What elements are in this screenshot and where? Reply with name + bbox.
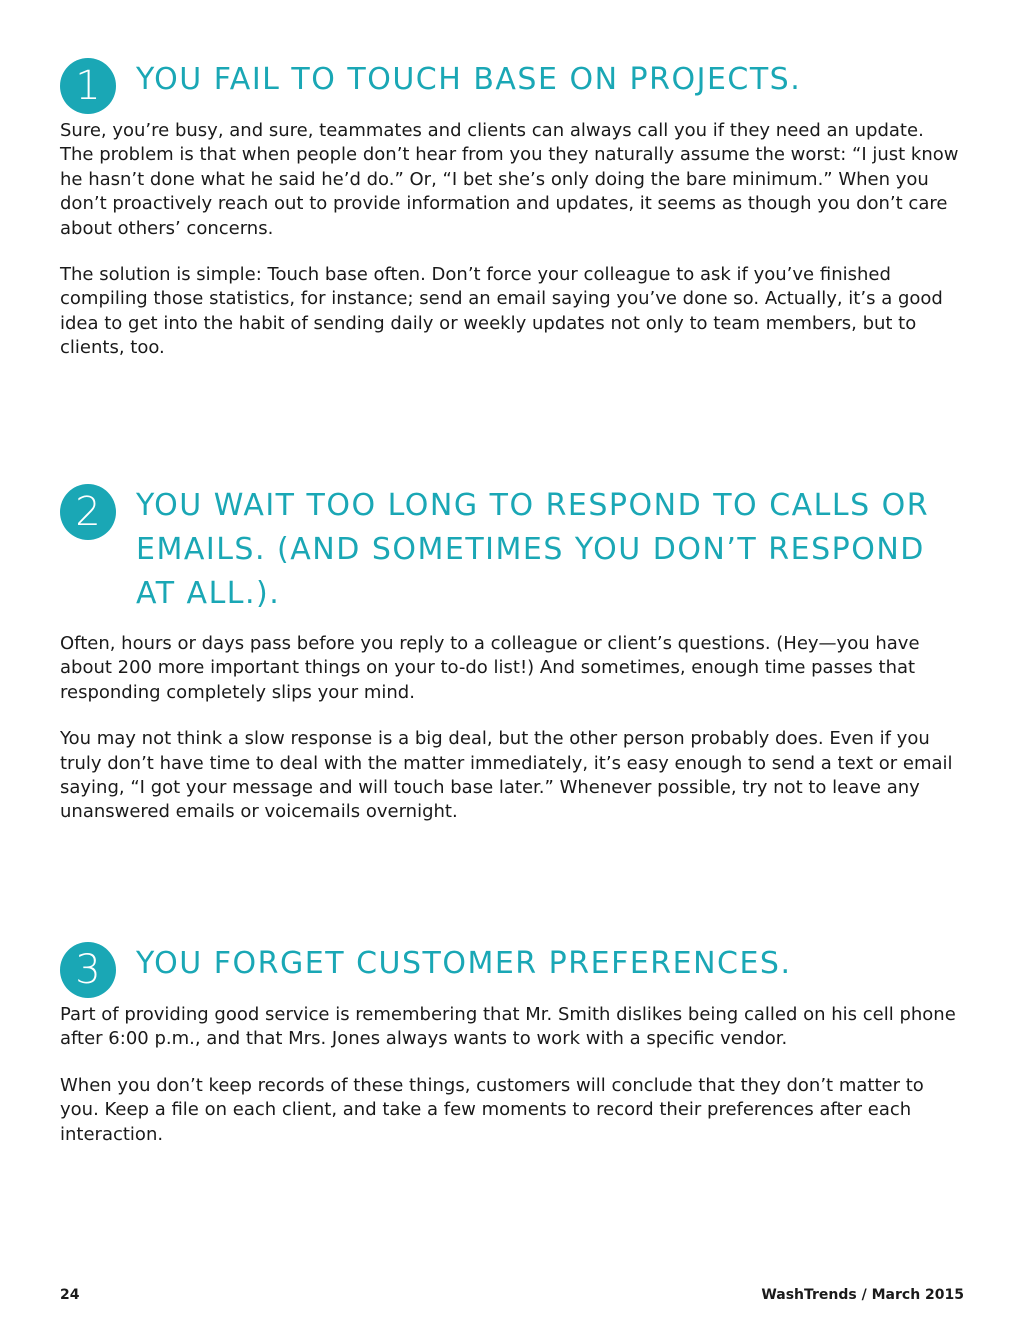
section-1-number-badge: 1 xyxy=(60,58,116,114)
section-3 xyxy=(60,938,960,1147)
section-1-heading: YOU FAIL TO TOUCH BASE ON PROJECTS. xyxy=(136,62,802,97)
section-2 xyxy=(60,480,960,825)
section-3-number-badge: 3 xyxy=(60,942,116,998)
section-1-heading-row xyxy=(60,54,960,110)
section-3-heading-row xyxy=(60,938,960,994)
section-2-heading: YOU WAIT TOO LONG TO RESPOND TO CALLS OR EMAILS. (AND SOMETIMES YOU DON’T RESPOND AT ALL.). xyxy=(136,488,930,611)
page-number: 24 xyxy=(60,1287,80,1303)
section-1-paragraph-2: The solution is simple: Touch base often. Don’t force your colleague to ask if you’ve finished compiling those statistics, for instance; send an email saying you’ve done so. Actually, it’s a good idea to get into the habit of sending daily or weekly updates not only to team members, but to clients, too. xyxy=(60,264,943,359)
section-2-number-badge: 2 xyxy=(60,484,116,540)
section-3-paragraph-2: When you don’t keep records of these things, customers will conclude that they don’t matter to you. Keep a file on each client, and take a few moments to record their preferences after each interaction. xyxy=(60,1074,924,1145)
publication-issue: WashTrends / March 2015 xyxy=(761,1287,964,1303)
section-3-paragraph-1: Part of providing good service is remembering that Mr. Smith dislikes being called on his cell phone after 6:00 p.m., and that Mrs. Jones always wants to work with a specific vendor. xyxy=(60,1004,956,1050)
section-1 xyxy=(60,54,960,361)
section-1-paragraph-1: Sure, you’re busy, and sure, teammates and clients can always call you if they need an update. The problem is that when people don’t hear from you they naturally assume the worst: “I just know he hasn’t done what he said he’d do.” Or, “I bet she’s only doing the bare minimum.” When you don’t proactively reach out to provide information and updates, it seems as though you don’t care about others’ concerns. xyxy=(60,120,959,239)
section-2-paragraph-2: You may not think a slow response is a big deal, but the other person probably does. Even if you truly don’t have time to deal with the matter immediately, it’s easy enough to send a text or email saying, “I got your message and will touch base later.” Whenever possible, try not to leave any unanswered emails or voicemails overnight. xyxy=(60,728,953,823)
section-3-heading: YOU FORGET CUSTOMER PREFERENCES. xyxy=(136,946,792,981)
section-2-heading-row xyxy=(60,480,960,616)
section-2-paragraph-1: Often, hours or days pass before you reply to a colleague or client’s questions. (Hey—you have about 200 more important things on your to-do list!) And sometimes, enough time passes that responding completely slips your mind. xyxy=(60,633,920,703)
